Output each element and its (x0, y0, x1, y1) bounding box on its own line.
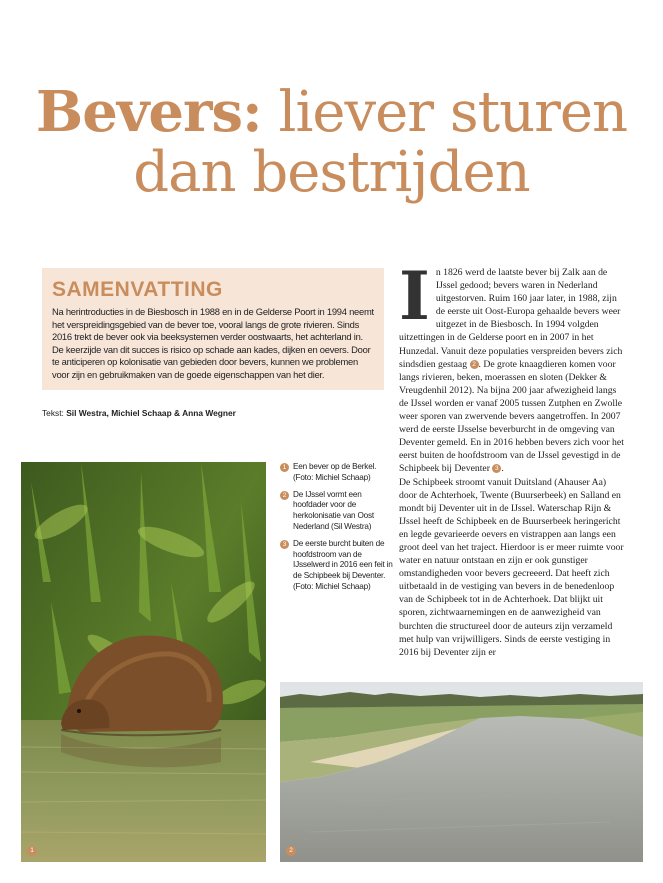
article-paragraph-2: De Schipbeek stroomt vanuit Duitsland (Ahauser Aa) door de Achterhoek, Twente (Buurserbeek) en Salland en mondt bij Deventer uit in de IJssel. Waterschap Rijn & IJssel heeft de Schipbeek en de Buurserbeek heringericht en legde gevarieerde oevers en vistrappen aan langs een groot deel van het traject. Hierdoor is er meer ruimte voor water en natuur ontstaan en zijn er ook gunstiger omstandigheden voor bevers gecreeerd. Dat heeft zich uitbetaald in de vestiging van bevers in de benedenloop van de Schipbeek tot in de Achterhoek. Dat blijkt uit sporen, zichtwaarnemingen en de aanwezigheid van burchten die structureel door de auteurs zijn verzameld met hulp van vrijwilligers. Sinds de eerste vestiging in 2016 bij Deventer zijn er (399, 476, 624, 658)
article-body (399, 257, 625, 659)
beaver-photo-art (21, 462, 266, 862)
summary-heading: SAMENVATTING (52, 278, 223, 301)
caption-number: 3 (280, 540, 289, 549)
photo-2-number: 2 (286, 846, 296, 856)
photo-reference: 2 (470, 360, 479, 369)
beaver-photo (21, 462, 266, 862)
title-line-1 (0, 79, 663, 145)
river-photo-art (280, 682, 643, 862)
byline-authors: Sil Westra, Michiel Schaap & Anna Wegner (66, 408, 236, 418)
caption-text: Een bever op de Berkel. (Foto: Michiel Schaap) (293, 462, 377, 482)
byline-prefix: Tekst: (42, 408, 64, 418)
summary-text: Na herintroducties in de Biesbosch in 1988 en in de Gelderse Poort in 1994 neemt het verspreidingsgebied van de bever toe, vooral langs de grote rivieren. Sinds 2016 trekt de bever ook via beeksystemen verder oostwaarts, het achterland in. De keerzijde van dit succes is risico op schade aan kades, dijken en oevers. Door te anticiperen op kolonisatie van gebieden door bevers, kunnen we problemen voor zijn en gebruikmaken van de goede eigenschappen van het dier. (52, 306, 374, 380)
photo-captions (280, 462, 395, 599)
caption-1 (280, 462, 395, 484)
caption-3 (280, 539, 395, 593)
article-text-1b: . De grote knaagdieren komen voor langs rivieren, beken, moerassen en sloten (Dekker & Vreugdenhil 2012). Na bijna 200 jaar afwezigheid langs de IJssel worden er vanaf 2005 tussen Zutphen en Zwolle weer sporen van zwervende bevers aangetroffen. In 2007 werd de eerste IJsselse beverburcht in de omgeving van Deventer gemeld. En in 2016 hebben bevers zich voor het eerst buiten de hoofdstroom van de IJssel gevestigd in de Schipbeek bij Deventer (399, 358, 624, 475)
title-rest: liever sturen (278, 80, 628, 145)
caption-text: De IJssel vormt een hoofdader voor de herkolonisatie van Oost Nederland (Sil Westra) (293, 489, 374, 531)
drop-cap: I (399, 257, 430, 335)
photo-reference: 3 (492, 464, 501, 473)
summary-box (42, 268, 384, 390)
caption-number: 2 (280, 491, 289, 500)
article-title (0, 79, 663, 205)
river-photo (280, 682, 643, 862)
photo-1-number: 1 (27, 846, 37, 856)
title-line-2: dan bestrijden (133, 140, 530, 205)
article-text-1a: n 1826 werd de laatste bever bij Zalk aan de IJssel gedood; bevers waren in Nederland uitgestorven. Ruim 160 jaar later, in 1988, zijn de eerste uit Oost-Europa gehaalde bevers weer uitgezet in de Biesbosch. In 1994 volgden uitzettingen in de Gelderse poort en in 2007 in het Hunzedal. Vanuit deze populaties verspreiden bevers zich sindsdien gestaag (399, 267, 623, 370)
caption-text: De eerste burcht buiten de hoofdstroom van de IJsselwerd in 2016 een feit in de Schipbeek bij Deventer. (Foto: Michiel Schaap) (293, 538, 393, 591)
byline (42, 408, 236, 418)
caption-number: 1 (280, 463, 289, 472)
caption-2 (280, 490, 395, 533)
article-paragraph-1 (399, 257, 625, 476)
article-text-1c: . (501, 463, 504, 475)
title-bold: Bevers: (35, 79, 262, 145)
